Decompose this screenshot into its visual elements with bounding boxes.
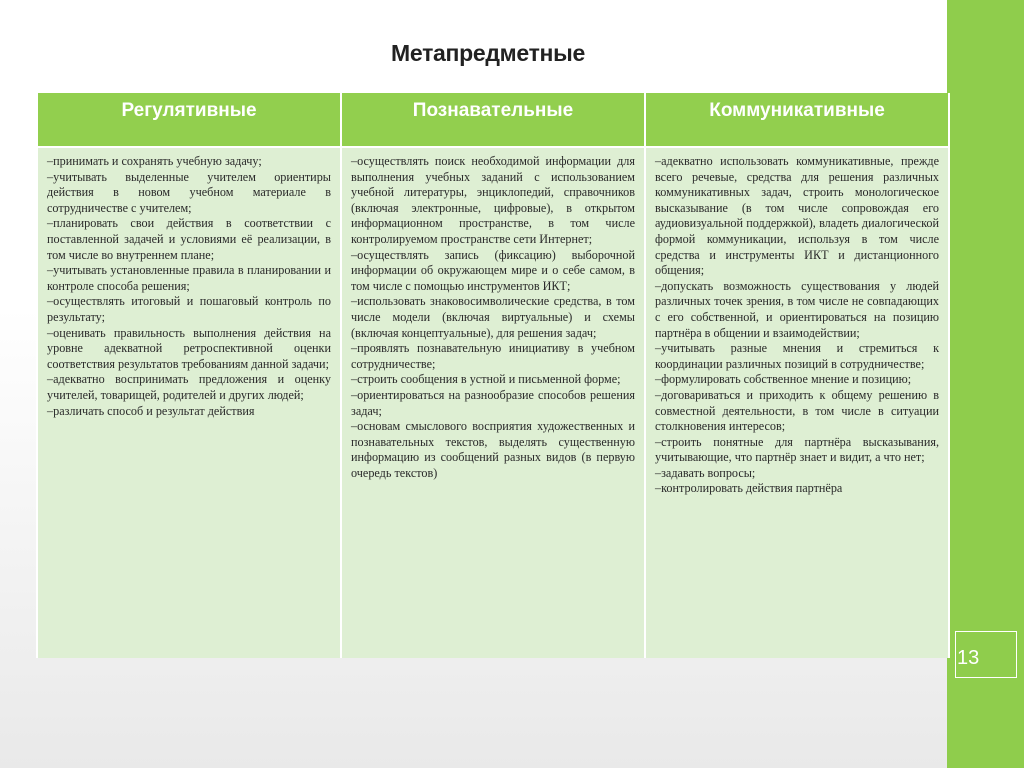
list-item: –допускать возможность существования у людей различных точек зрения, в том числе не совпадающих с его собственной, и ориентироваться на позицию партнёра в общении и взаимодействии; <box>655 278 939 340</box>
list-item: –задавать вопросы; <box>655 465 756 480</box>
list-item: –адекватно воспринимать предложения и оценку учителей, товарищей, родителей и других людей; <box>47 372 331 402</box>
list-item: –строить понятные для партнёра высказывания, учитывающие, что партнёр знает и видит, а что нет; <box>655 434 939 465</box>
list-item: –строить сообщения в устной и письменной форме; <box>351 372 621 387</box>
list-item: –принимать и сохранять учебную задачу; <box>47 154 262 168</box>
slide-title: Метапредметные <box>391 40 585 66</box>
list-item: –учитывать разные мнения и стремиться к координации различных позиций в сотрудничестве; <box>655 341 939 371</box>
list-item: –ориентироваться на разнообразие способов решения задач; <box>351 387 635 418</box>
page-number: 13 <box>957 647 980 669</box>
list-item: –формулировать собственное мнение и позицию; <box>655 372 912 387</box>
list-item: –использовать знаковосимволические средства, в том числе модели (включая виртуальные) и схемы (включая концептуальные), для решения задач; <box>351 294 635 340</box>
competencies-table <box>36 93 950 658</box>
list-item: –проявлять познавательную инициативу в учебном сотрудничестве; <box>351 341 635 371</box>
list-item: –контролировать действия партнёра <box>655 481 843 496</box>
header-regulative: Регулятивные <box>37 93 341 147</box>
list-item: –оценивать правильность выполнения действия на уровне адекватной ретроспективной оценки соответствия результатов требованиям данной задачи; <box>47 325 331 371</box>
list-item: –планировать свои действия в соответствии с поставленной задачей и условиями её реализации, в том числе во внутреннем плане; <box>47 216 331 262</box>
list-item: –учитывать установленные правила в планировании и контроле способа решения; <box>47 263 331 293</box>
cell-cognitive <box>341 147 645 658</box>
list-item: –адекватно использовать коммуникативные, прежде всего речевые, средства для решения различных коммуникативных задач, строить монологическое высказывание (в том числе сопровождая его аудиовизуальной поддержкой), владеть диалогической формой коммуникации, используя в том числе средства и инструменты ИКТ и дистанционного общения; <box>655 154 939 278</box>
list-item: –основам смыслового восприятия художественных и познавательных текстов, выделять существенную информацию из сообщений разных видов (в первую очередь текстов) <box>351 419 635 480</box>
list-item: –осуществлять запись (фиксацию) выборочной информации об окружающем мире и о себе самом, в том числе с помощью инструментов ИКТ; <box>351 247 635 293</box>
table-header-row <box>37 93 949 147</box>
list-item: –учитывать выделенные учителем ориентиры действия в новом учебном материале в сотрудничестве с учителем; <box>47 169 331 215</box>
cell-regulative <box>37 147 341 658</box>
table-body-row <box>37 147 949 658</box>
list-item: –осуществлять итоговый и пошаговый контроль по результату; <box>47 294 331 324</box>
cell-communicative <box>645 147 949 658</box>
list-item: –осуществлять поиск необходимой информации для выполнения учебных заданий с использованием учебной литературы, энциклопедий, справочников (включая электронные, цифровые), в открытом информационном пространстве, в том числе контролируемом пространстве сети Интернет; <box>351 154 635 246</box>
list-item: –различать способ и результат действия <box>47 403 255 418</box>
list-item: –договариваться и приходить к общему решению в совместной деятельности, в том числе в ситуации столкновения интересов; <box>655 387 939 434</box>
header-communicative: Коммуникативные <box>645 93 949 147</box>
header-cognitive: Познавательные <box>341 93 645 147</box>
